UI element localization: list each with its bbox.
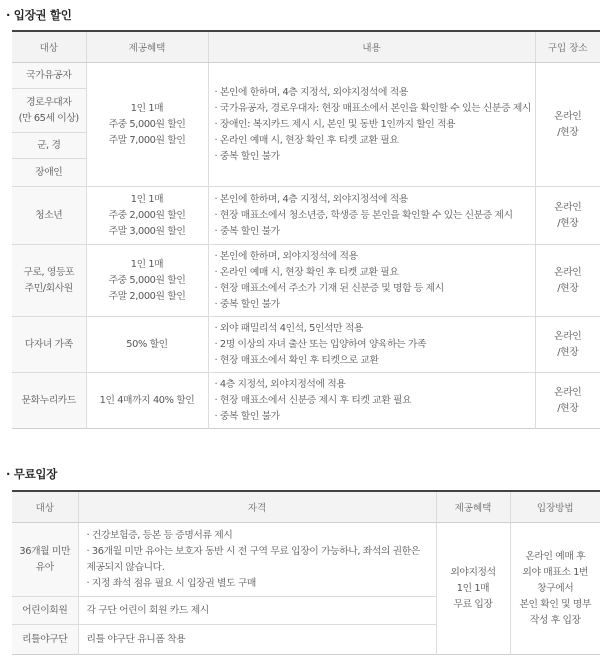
content-line: · 2명 이상의 자녀 출산 또는 입양하여 양육하는 가족 [214, 338, 427, 350]
benefit-cell [86, 317, 208, 373]
header-target: 대상 [12, 491, 78, 523]
place-text: 온라인 /현장 [554, 201, 582, 229]
content-line: · 온라인 예매 시, 현장 확인 후 티켓 교환 필요 [214, 134, 399, 146]
target-cell: 청소년 [12, 187, 86, 245]
header-benefit: 제공혜택 [436, 491, 510, 523]
qualification-line: · 36개월 미만 유아는 보호자 동반 시 전 구역 무료 입장이 가능하나, 좌석의 권한은 [86, 545, 420, 557]
benefit-cell [86, 63, 208, 187]
place-text: 온라인 /현장 [554, 110, 582, 138]
target-cell: 36개월 미만 유아 [12, 523, 78, 597]
target-cell: 군, 경 [12, 133, 86, 159]
qualification-cell [78, 625, 436, 655]
qualification-cell [78, 597, 436, 625]
benefit-cell [86, 187, 208, 245]
method-cell [510, 523, 600, 655]
place-cell [535, 245, 600, 317]
target-cell: 경로우대자 (만 65세 이상) [12, 89, 86, 133]
content-cell [208, 317, 535, 373]
header-qualification: 자격 [78, 491, 436, 523]
place-cell [535, 317, 600, 373]
target-cell: 어린이회원 [12, 597, 78, 625]
content-line: · 중복 할인 불가 [214, 410, 280, 422]
benefit-text: 1인 4매까지 40% 할인 [99, 394, 195, 406]
discount-table [12, 30, 600, 429]
qualification-line: · 건강보험증, 등본 등 증명서류 제시 [86, 529, 233, 541]
benefit-text: 50% 할인 [126, 338, 168, 350]
content-cell [208, 187, 535, 245]
section-title-free: · 무료입장 [6, 467, 58, 481]
target-cell: 다자녀 가족 [12, 317, 86, 373]
target-cell: 장애인 [12, 159, 86, 187]
content-cell [208, 63, 535, 187]
benefit-text: 외야지정석 1인 1매 무료 입장 [450, 566, 496, 610]
content-line: · 본인에 한하며, 4층 지정석, 외야지정석에 적용 [214, 86, 408, 98]
header-method: 입장방법 [510, 491, 600, 523]
target-cell: 리틀야구단 [12, 625, 78, 655]
header-target: 대상 [12, 31, 86, 63]
content-line: · 현장 매표소에서 확인 후 티켓으로 교환 [214, 354, 379, 366]
qualification-line: 제공되지 않습니다. [86, 561, 165, 573]
content-line: · 중복 할인 불가 [214, 150, 280, 162]
place-cell [535, 187, 600, 245]
header-benefit: 제공혜택 [86, 31, 208, 63]
content-line: · 현장 매표소에서 주소가 기재 된 신분증 및 명함 등 제시 [214, 282, 444, 294]
qualification-cell [78, 523, 436, 597]
content-line: · 본인에 한하며, 외야지정석에 적용 [214, 250, 358, 262]
benefit-cell [86, 373, 208, 429]
content-line: · 본인에 한하며, 4층 지정석, 외야지정석에 적용 [214, 193, 408, 205]
place-text: 온라인 /현장 [554, 330, 582, 358]
content-line: · 현장 매표소에서 신분증 제시 후 티켓 교환 필요 [214, 394, 412, 406]
qualification-line: 각 구단 어린이 회원 카드 제시 [86, 604, 209, 616]
target-cell: 국가유공자 [12, 63, 86, 89]
content-line: · 국가유공자, 경로우대자: 현장 매표소에서 본인을 확인할 수 있는 신분증 제시 [214, 102, 531, 114]
content-line: · 중복 할인 불가 [214, 225, 280, 237]
header-place: 구입 장소 [535, 31, 600, 63]
qualification-line: 리틀 야구단 유니폼 착용 [86, 633, 186, 645]
target-cell: 문화누리카드 [12, 373, 86, 429]
method-text: 온라인 예매 후 외야 매표소 1번 창구에서 본인 확인 및 명부 작성 후 입장 [519, 550, 592, 626]
place-text: 온라인 /현장 [554, 386, 582, 414]
benefit-text: 1인 1매 주중 5,000원 할인 주말 7,000원 할인 [108, 102, 186, 146]
content-line: · 4층 지정석, 외야지정석에 적용 [214, 378, 346, 390]
place-cell [535, 63, 600, 187]
section-title-discount: · 입장권 할인 [6, 8, 72, 22]
header-content: 내용 [208, 31, 535, 63]
target-cell: 구로, 영등포 주민/회사원 [12, 245, 86, 317]
free-entry-table [12, 490, 600, 655]
place-cell [535, 373, 600, 429]
content-line: · 장애인: 복지카드 제시 시, 본인 및 동반 1인까지 할인 적용 [214, 118, 456, 130]
benefit-text: 1인 1매 주중 2,000원 할인 주말 3,000원 할인 [108, 193, 186, 237]
benefit-text: 1인 1매 주중 5,000원 할인 주말 2,000원 할인 [108, 258, 186, 302]
benefit-cell [436, 523, 510, 655]
content-cell [208, 373, 535, 429]
qualification-line: · 지정 좌석 점유 필요 시 입장권 별도 구매 [86, 577, 256, 589]
content-line: · 온라인 예매 시, 현장 확인 후 티켓 교환 필요 [214, 266, 399, 278]
benefit-cell [86, 245, 208, 317]
content-cell [208, 245, 535, 317]
place-text: 온라인 /현장 [554, 266, 582, 294]
content-line: · 외야 패밀리석 4인석, 5인석만 적용 [214, 322, 363, 334]
content-line: · 중복 할인 불가 [214, 298, 280, 310]
content-line: · 현장 매표소에서 청소년증, 학생증 등 본인을 확인할 수 있는 신분증 제시 [214, 209, 513, 221]
